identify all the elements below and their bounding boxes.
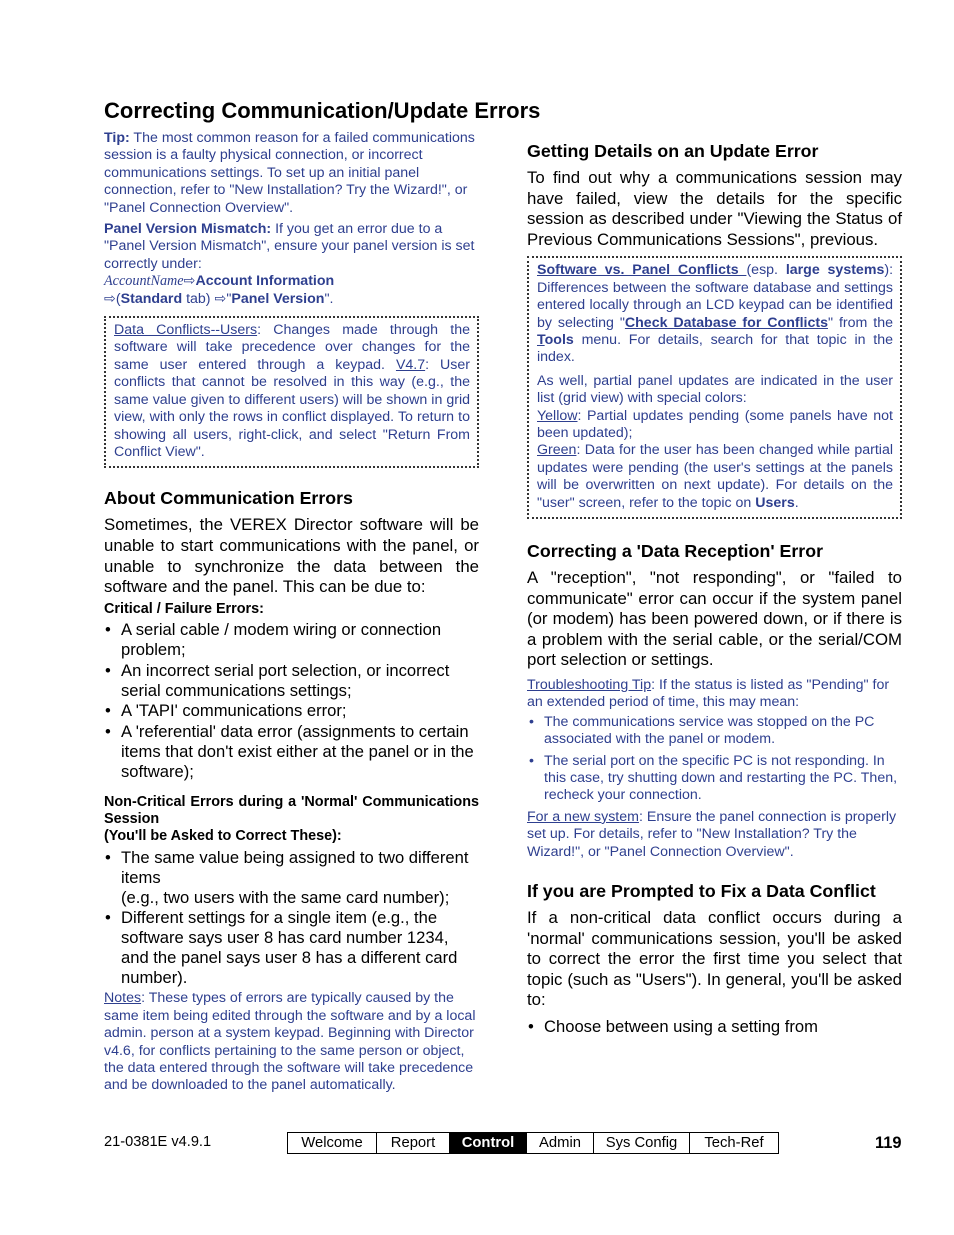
tab-control[interactable]: Control: [450, 1133, 527, 1153]
about-heading: About Communication Errors: [104, 488, 353, 509]
path-account-name: AccountName: [104, 273, 184, 290]
tip-label: Tip:: [104, 130, 130, 146]
right-column: [527, 141, 902, 1038]
tools-t: T: [537, 332, 545, 348]
path-standard: Standard: [120, 290, 183, 307]
list-item: • Choose between using a setting from: [527, 1017, 902, 1037]
green-label: Green: [537, 442, 577, 459]
list-item: • A 'referential' data error (assignments to certain items that don't exist either at the panel or in the software);: [104, 722, 479, 782]
v47-link[interactable]: V4.7: [395, 356, 426, 373]
list-item: • Different settings for a single item (e.g., the software says user 8 has card number 1234, and the panel says user 8 has a different card number).: [104, 908, 479, 988]
details-text: To find out why a communications session may have failed, view the details for the specific session as described under "Viewing the Status of Previous Communications Sessions", previous.: [527, 168, 902, 249]
yellow-desc: : Partial updates pending (some panels have not been updated);: [537, 407, 893, 442]
notes-text: : These types of errors are typically caused by the same item being edited through the software and by a local admin. person at a system keypad. Beginning with Director v4.6, for conflicts pertaining to the same person or object, the data entered through the software will take precedence and be downloaded to the panel automatically.: [104, 990, 476, 1094]
critical-heading: Critical / Failure Errors:: [104, 600, 264, 617]
troubleshooting-text: : If the status is listed as "Pending" for an extended period of time, this may mean:: [527, 677, 890, 711]
document-code: 21-0381E v4.9.1: [104, 1134, 212, 1150]
section-nav: [287, 1132, 779, 1154]
box-paren-2: ):: [884, 262, 894, 279]
path-open: (: [115, 290, 121, 307]
noncrit-item1-b: (e.g., two users with the same card number);: [121, 887, 450, 907]
troubleshooting-link[interactable]: Troubleshooting Tip: [527, 677, 652, 694]
noncritical-heading: Non-Critical Errors during a 'Normal' Communications Session: [104, 793, 479, 827]
prompted-list: [527, 1017, 902, 1037]
data-conflicts-box: [104, 316, 479, 468]
path-end: ".: [324, 290, 334, 307]
panel-version-note: [104, 221, 479, 273]
box-text-3: menu. For details, search for that topic in the index.: [537, 332, 893, 366]
tab-tech-ref[interactable]: Tech-Ref: [704, 1135, 764, 1151]
tab-sys-config[interactable]: Sys Config: [594, 1133, 690, 1153]
list-item: • The serial port on the specific PC is not responding. In this case, try shutting down and restarting the PC. Then, recheck your connection.: [527, 753, 902, 805]
path-quote: ": [226, 290, 232, 307]
tip-note: [104, 130, 479, 217]
noncrit-item1-a: The same value being assigned to two different items: [121, 847, 469, 887]
pvm-label: Panel Version Mismatch:: [104, 221, 272, 238]
page-number: 119: [875, 1134, 902, 1152]
new-system-paragraph: [527, 809, 902, 861]
arrow-icon: ⇨: [214, 290, 227, 307]
noncritical-subheading: (You'll be Asked to Correct These):: [104, 828, 342, 845]
about-text: Sometimes, the VEREX Director software will be unable to start communications with the panel, or unable to synchronize the data between the software and the panel. This can be due to:: [104, 515, 479, 597]
software-panel-link[interactable]: Software vs. Panel Conflicts: [537, 262, 747, 279]
box-text-1: Differences between the software database and settings entered locally through an LCD keypad can be identified by selecting ": [537, 279, 893, 331]
software-panel-box: [527, 256, 902, 519]
tip-text: The most common reason for a failed communications session is a faulty physical connection, or incorrect communications settings. To set up an initial panel connection, refer to "New Installation? Try the Wizard!", or "Panel Connection Overview".: [104, 130, 475, 216]
prompted-text: If a non-critical data conflict occurs during a 'normal' communications session, you'll be asked to correct the error the first time you select that topic (such as "Users"). In general, you'll be asked to:: [527, 908, 902, 1010]
tab-admin[interactable]: Admin: [527, 1133, 594, 1153]
arrow-icon: ⇨: [104, 290, 116, 307]
data-conflicts-text: [114, 322, 470, 461]
path-account-info: Account Information: [195, 273, 335, 290]
list-item: • A 'TAPI' communications error;: [104, 701, 479, 721]
list-item: • A serial cable / modem wiring or connection problem;: [104, 620, 479, 660]
data-conflicts-link[interactable]: Data Conflicts--Users: [114, 322, 258, 339]
notes-link[interactable]: Notes: [104, 990, 142, 1007]
partial-updates-text: As well, partial panel updates are indicated in the user list (grid view) with special colors:: [537, 372, 893, 407]
troubleshooting-paragraph: [527, 677, 902, 712]
list-item: • The communications service was stopped on the PC associated with the panel or modem.: [527, 714, 902, 749]
details-heading: Getting Details on an Update Error: [527, 141, 819, 161]
reception-heading: Correcting a 'Data Reception' Error: [527, 541, 823, 562]
users-end: .: [794, 494, 799, 511]
menu-path: [104, 273, 479, 308]
noncritical-list: [104, 848, 479, 989]
box-text-2: " from the: [827, 314, 893, 331]
box-text-2: : User conflicts that cannot be resolved in this way (e.g., the same value given to different users) will be shown in grid view, with only the rows in conflict displayed. To return to showing all users, right-click, and select "Return From Conflict View".: [114, 356, 470, 460]
left-column: [104, 130, 479, 1099]
path-panel-version: Panel Version: [231, 290, 325, 307]
critical-list: [104, 620, 479, 782]
check-database-link[interactable]: Check Database for Conflicts: [624, 314, 828, 331]
green-text: [537, 442, 893, 512]
reception-text: A "reception", "not responding", or "failed to communicate" error can occur if the system panel (or modem) has been powered down, or if there is a problem with the serial cable, or the serial/COM port selection or settings.: [527, 568, 902, 670]
prompted-heading: If you are Prompted to Fix a Data Conflict: [527, 881, 876, 902]
green-desc: : Data for the user has been changed while partial updates were pending (the user's settings at the panels will be overwritten on next update). For details on the "user" screen, refer to the topic on: [537, 442, 893, 511]
tools-menu: [537, 332, 574, 348]
page-title: Correcting Communication/Update Errors: [104, 98, 541, 123]
tab-welcome[interactable]: Welcome: [288, 1133, 377, 1153]
yellow-label: Yellow: [537, 407, 578, 424]
box-text-1: : Changes made through the software will take precedence over changes for the same user entered through a keypad.: [114, 322, 470, 373]
large-systems: large systems: [785, 262, 885, 279]
path-tab: tab): [182, 290, 215, 307]
users-link[interactable]: Users: [755, 494, 795, 511]
arrow-icon: ⇨: [183, 273, 196, 290]
list-item: • An incorrect serial port selection, or incorrect serial communications settings;: [104, 661, 479, 701]
notes-paragraph: [104, 990, 479, 1094]
new-system-text: : Ensure the panel connection is properly set up. For details, refer to "New Installation? Try the Wizard!", or "Panel Connection Overview".: [527, 808, 897, 860]
box-paren-1: (esp.: [746, 262, 786, 279]
tools-rest: ools: [544, 332, 574, 348]
yellow-text: [537, 408, 893, 443]
tab-report[interactable]: Report: [377, 1133, 450, 1153]
pvm-text: If you get an error due to a "Panel Version Mismatch", ensure your panel version is set correctly under:: [104, 221, 475, 272]
list-item: [104, 848, 479, 908]
new-system-link[interactable]: For a new system: [527, 808, 639, 825]
troubleshooting-list: [527, 714, 902, 805]
software-panel-text: [537, 262, 893, 366]
